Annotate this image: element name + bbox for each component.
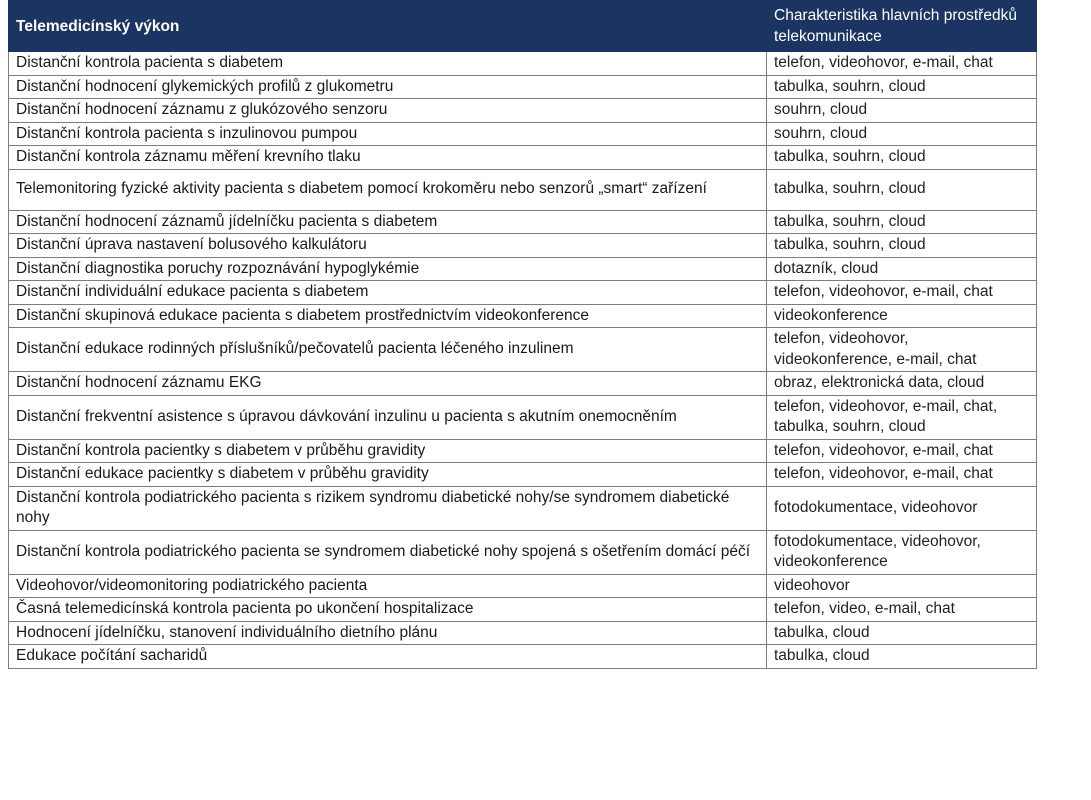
service-cell: Distanční kontrola podiatrického pacienta se syndromem diabetické nohy spojená s ošetřením domácí péčí bbox=[9, 530, 767, 574]
means-cell: videohovor bbox=[767, 574, 1037, 598]
service-cell: Telemonitoring fyzické aktivity pacienta s diabetem pomocí krokoměru nebo senzorů „smart“ zařízení bbox=[9, 169, 767, 210]
means-cell: telefon, videohovor, e-mail, chat bbox=[767, 281, 1037, 305]
service-cell: Distanční diagnostika poruchy rozpoznávání hypoglykémie bbox=[9, 257, 767, 281]
means-cell: tabulka, souhrn, cloud bbox=[767, 75, 1037, 99]
table-row bbox=[9, 645, 1037, 669]
means-cell: tabulka, cloud bbox=[767, 621, 1037, 645]
table-row bbox=[9, 486, 1037, 530]
means-cell: tabulka, souhrn, cloud bbox=[767, 146, 1037, 170]
service-cell: Hodnocení jídelníčku, stanovení individuálního dietního plánu bbox=[9, 621, 767, 645]
service-cell: Distanční edukace rodinných příslušníků/pečovatelů pacienta léčeného inzulinem bbox=[9, 328, 767, 372]
table-row bbox=[9, 439, 1037, 463]
means-cell: tabulka, souhrn, cloud bbox=[767, 234, 1037, 258]
service-cell: Distanční hodnocení záznamů jídelníčku pacienta s diabetem bbox=[9, 210, 767, 234]
table-row bbox=[9, 621, 1037, 645]
service-cell: Distanční skupinová edukace pacienta s diabetem prostřednictvím videokonference bbox=[9, 304, 767, 328]
means-cell: obraz, elektronická data, cloud bbox=[767, 372, 1037, 396]
table-row bbox=[9, 257, 1037, 281]
table-row bbox=[9, 210, 1037, 234]
service-cell: Distanční kontrola podiatrického pacienta s rizikem syndromu diabetické nohy/se syndromem diabetické nohy bbox=[9, 486, 767, 530]
table-row bbox=[9, 52, 1037, 76]
table-row bbox=[9, 463, 1037, 487]
header-telemedicine-service: Telemedicínský výkon bbox=[9, 1, 767, 52]
table-row bbox=[9, 530, 1037, 574]
table-row bbox=[9, 372, 1037, 396]
means-cell: telefon, video, e-mail, chat bbox=[767, 598, 1037, 622]
means-cell: tabulka, souhrn, cloud bbox=[767, 169, 1037, 210]
service-cell: Distanční individuální edukace pacienta s diabetem bbox=[9, 281, 767, 305]
table-row bbox=[9, 574, 1037, 598]
header-communication-means: Charakteristika hlavních prostředků telekomunikace bbox=[767, 1, 1037, 52]
table-row bbox=[9, 281, 1037, 305]
service-cell: Časná telemedicínská kontrola pacienta po ukončení hospitalizace bbox=[9, 598, 767, 622]
service-cell: Distanční úprava nastavení bolusového kalkulátoru bbox=[9, 234, 767, 258]
means-cell: fotodokumentace, videohovor bbox=[767, 486, 1037, 530]
means-cell: telefon, videohovor, e-mail, chat bbox=[767, 439, 1037, 463]
table-row bbox=[9, 99, 1037, 123]
table-row bbox=[9, 304, 1037, 328]
means-cell: tabulka, souhrn, cloud bbox=[767, 210, 1037, 234]
telemedicine-table bbox=[8, 0, 1037, 669]
table-row bbox=[9, 598, 1037, 622]
table-row bbox=[9, 328, 1037, 372]
table-row bbox=[9, 234, 1037, 258]
table-row bbox=[9, 75, 1037, 99]
means-cell: dotazník, cloud bbox=[767, 257, 1037, 281]
means-cell: telefon, videohovor, e-mail, chat bbox=[767, 52, 1037, 76]
means-cell: fotodokumentace, videohovor, videokonference bbox=[767, 530, 1037, 574]
means-cell: telefon, videohovor, videokonference, e-mail, chat bbox=[767, 328, 1037, 372]
table-row bbox=[9, 169, 1037, 210]
service-cell: Edukace počítání sacharidů bbox=[9, 645, 767, 669]
service-cell: Distanční kontrola pacienta s diabetem bbox=[9, 52, 767, 76]
table-header-row bbox=[9, 1, 1037, 52]
means-cell: videokonference bbox=[767, 304, 1037, 328]
table-row bbox=[9, 122, 1037, 146]
service-cell: Videohovor/videomonitoring podiatrického pacienta bbox=[9, 574, 767, 598]
means-cell: telefon, videohovor, e-mail, chat, tabulka, souhrn, cloud bbox=[767, 395, 1037, 439]
service-cell: Distanční edukace pacientky s diabetem v průběhu gravidity bbox=[9, 463, 767, 487]
service-cell: Distanční hodnocení záznamu z glukózového senzoru bbox=[9, 99, 767, 123]
means-cell: tabulka, cloud bbox=[767, 645, 1037, 669]
table-row bbox=[9, 395, 1037, 439]
telemedicine-table-container bbox=[8, 0, 1084, 669]
service-cell: Distanční kontrola pacientky s diabetem v průběhu gravidity bbox=[9, 439, 767, 463]
service-cell: Distanční hodnocení záznamu EKG bbox=[9, 372, 767, 396]
means-cell: souhrn, cloud bbox=[767, 122, 1037, 146]
service-cell: Distanční hodnocení glykemických profilů z glukometru bbox=[9, 75, 767, 99]
table-row bbox=[9, 146, 1037, 170]
service-cell: Distanční kontrola pacienta s inzulinovou pumpou bbox=[9, 122, 767, 146]
service-cell: Distanční frekventní asistence s úpravou dávkování inzulinu u pacienta s akutním onemocněním bbox=[9, 395, 767, 439]
means-cell: souhrn, cloud bbox=[767, 99, 1037, 123]
means-cell: telefon, videohovor, e-mail, chat bbox=[767, 463, 1037, 487]
service-cell: Distanční kontrola záznamu měření krevního tlaku bbox=[9, 146, 767, 170]
